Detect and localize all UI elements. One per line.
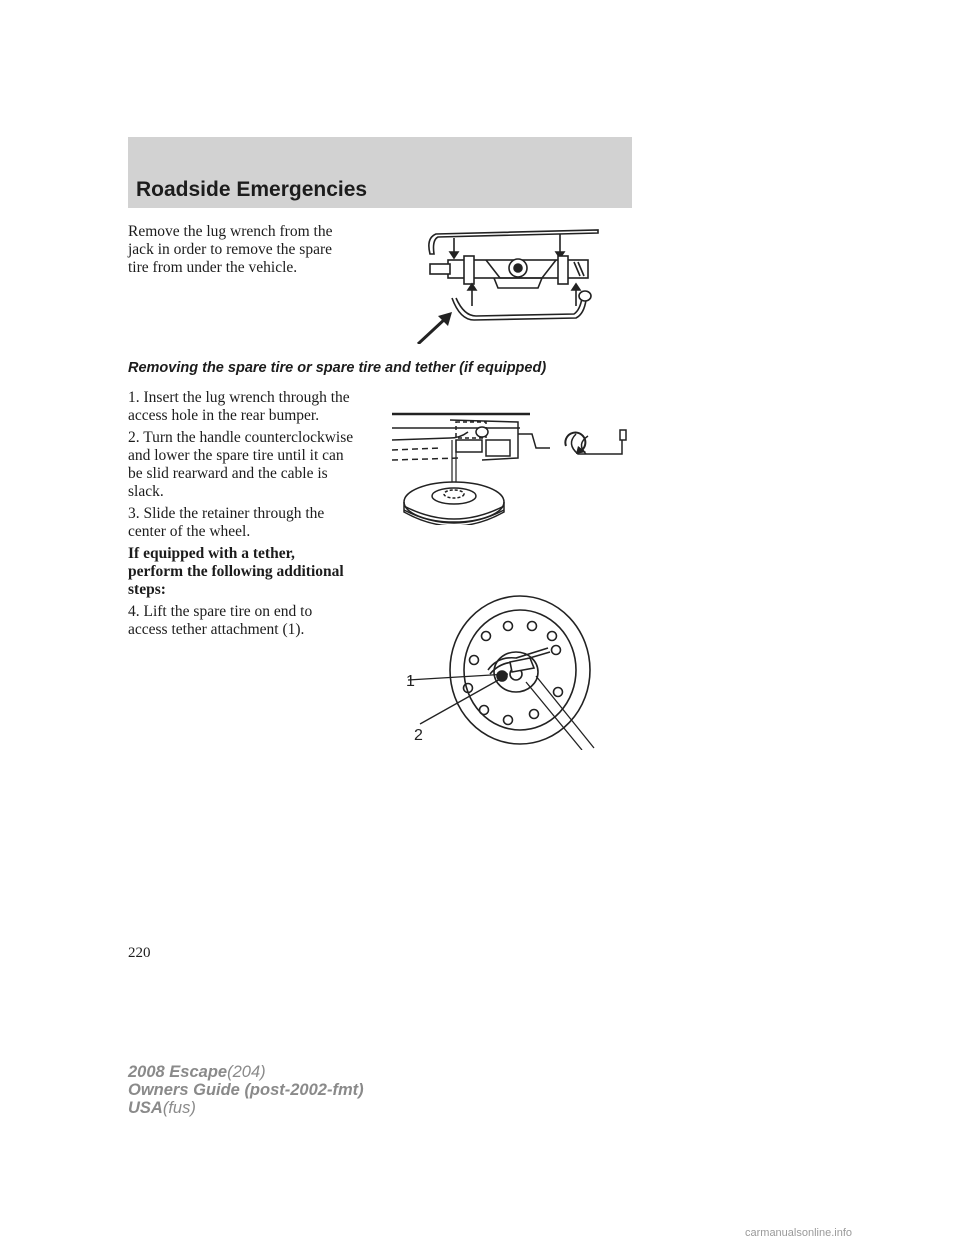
footer-market: USA xyxy=(128,1099,163,1117)
footer-model: 2008 Escape xyxy=(128,1063,228,1081)
tether-note-line: perform the following additional xyxy=(128,563,344,580)
tether-note-line: If equipped with a tether, xyxy=(128,545,295,562)
step-2-line: be slid rearward and the cable is xyxy=(128,465,328,482)
intro-line: Remove the lug wrench from the xyxy=(128,223,333,240)
step-2-line: 2. Turn the handle counterclockwise xyxy=(128,429,354,446)
callout-2: 2 xyxy=(414,727,423,744)
tether-note xyxy=(128,545,344,599)
step-4-line: 4. Lift the spare tire on end to xyxy=(128,603,313,620)
step-4-line: access tether attachment (1). xyxy=(128,621,305,638)
footer-guide: Owners Guide (post-2002-fmt) xyxy=(128,1081,364,1099)
tether-attachment-illustration xyxy=(398,590,603,750)
step-2-line: slack. xyxy=(128,483,164,500)
step-1-line: access hole in the rear bumper. xyxy=(128,407,320,424)
intro-paragraph xyxy=(128,223,332,277)
watermark: carmanualsonline.info xyxy=(745,1227,853,1239)
step-1-line: 1. Insert the lug wrench through the xyxy=(128,389,350,406)
step-3 xyxy=(128,505,324,541)
step-4 xyxy=(128,603,312,639)
intro-line: tire from under the vehicle. xyxy=(128,259,298,276)
spare-tire-lowering-illustration xyxy=(390,410,640,525)
section-title: Roadside Emergencies xyxy=(136,178,368,201)
intro-line: jack in order to remove the spare xyxy=(128,241,332,258)
callout-1: 1 xyxy=(406,673,415,690)
page-number: 220 xyxy=(128,945,151,961)
step-3-line: 3. Slide the retainer through the xyxy=(128,505,325,522)
tether-note-line: steps: xyxy=(128,581,166,598)
step-1 xyxy=(128,389,350,425)
footer-model-code: (204) xyxy=(227,1063,266,1081)
footer-market-code: (fus) xyxy=(162,1099,196,1117)
document-footer xyxy=(128,1063,364,1117)
subheading: Removing the spare tire or spare tire and tether (if equipped) xyxy=(128,360,547,376)
step-2-line: and lower the spare tire until it can xyxy=(128,447,344,464)
step-2 xyxy=(128,429,353,501)
jack-wrench-illustration xyxy=(408,224,608,344)
step-3-line: center of the wheel. xyxy=(128,523,251,540)
